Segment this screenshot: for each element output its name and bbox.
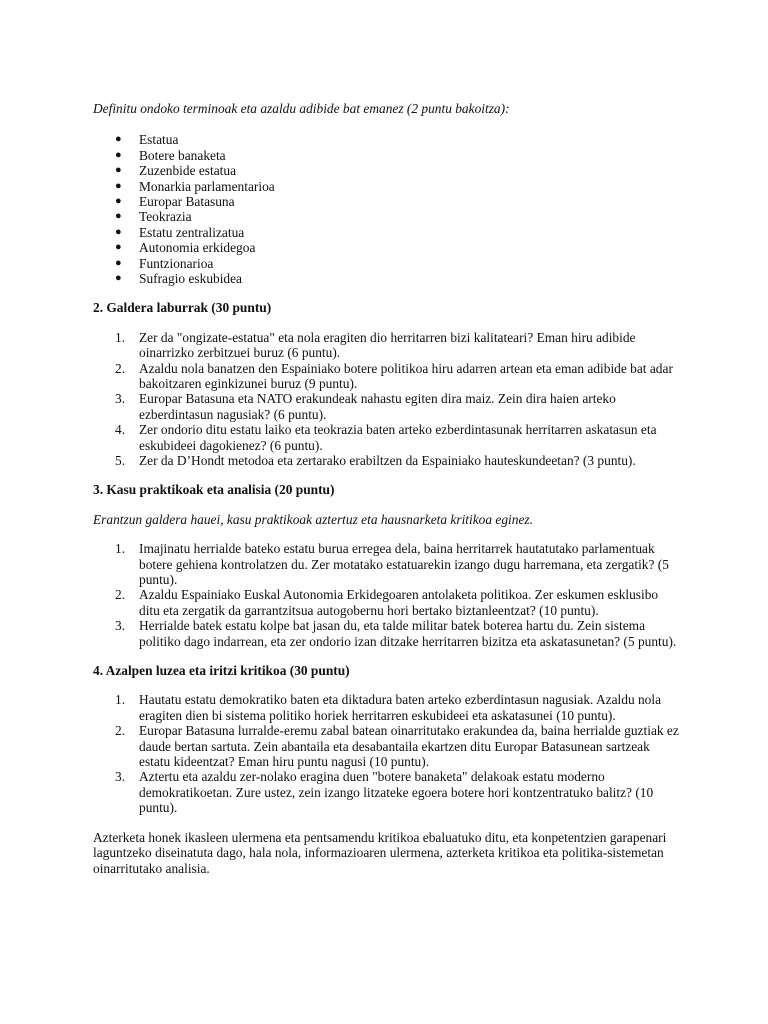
closing-paragraph: Azterketa honek ikasleen ulermena eta pentsamendu kritikoa ebaluatuko ditu, eta konpetentzien garapenari laguntzeko diseinatuta dago, hala nola, informazioaren ulermena, azterketa kritikoa eta politika-sistemetan oinarritutako analisia. xyxy=(93,829,667,876)
bullet-icon: ● xyxy=(115,179,122,192)
term-text: Botere banaketa xyxy=(139,147,226,163)
term-item xyxy=(93,225,679,240)
question-text: Zer da "ongizate-estatua" eta nola eragiten dio herritarren bizi kalitateari? Eman hiru adibide oinarrizko zerbitzuei buruz (6 puntu). xyxy=(139,329,636,361)
term-text: Sufragio eskubidea xyxy=(139,270,243,286)
question-item xyxy=(93,330,679,361)
term-item xyxy=(93,209,679,224)
term-text: Teokrazia xyxy=(139,209,192,225)
bullet-icon: ● xyxy=(115,164,122,177)
question-item xyxy=(93,541,679,587)
question-number: 1. xyxy=(115,692,126,708)
question-text: Azaldu Espainiako Euskal Autonomia Erkidegoaren antolaketa politikoa. Zer eskumen esklusibo ditu eta zergatik da garrantzitsua autogobernu hori bertako biztanleentzat? (10 puntu). xyxy=(139,587,659,618)
term-item xyxy=(93,132,679,147)
question-text: Europar Batasuna eta NATO erakundeak nahastu egiten dira maiz. Zein dira haien arteko ezberdintasun nagusiak? (6 puntu). xyxy=(139,391,616,422)
question-text: Zer ondorio ditu estatu laiko eta teokrazia baten arteko ezberdintasunak herritarren askatasun eta eskubideei dagokienez? (6 puntu). xyxy=(139,422,657,453)
bullet-icon: ● xyxy=(115,210,122,223)
term-text: Monarkia parlamentarioa xyxy=(139,178,275,194)
question-item xyxy=(93,723,679,769)
question-text: Aztertu eta azaldu zer-nolako eragina duen "botere banaketa" delakoak estatu moderno demokratikoetan. Zure ustez, zein izango litzateke egoera botere hori kontzentratuko balitz? (10 puntu). xyxy=(139,769,654,816)
bullet-icon: ● xyxy=(115,256,122,269)
bullet-icon: ● xyxy=(115,148,122,161)
section-3-instruction: Erantzun galdera hauei, kasu praktikoak aztertuz eta hausnarketa kritikoa eginez. xyxy=(93,511,533,527)
term-item xyxy=(93,271,679,286)
bullet-icon: ● xyxy=(115,225,122,238)
bullet-icon: ● xyxy=(115,271,122,284)
term-item xyxy=(93,240,679,255)
question-text: Europar Batasuna lurralde-eremu zabal batean oinarritutako erakundea da, baina herrialde guztiak ez daude bertan sartuta. Zein abantaila eta desabantaila ekartzen ditu Europar Batasunean sartzeak estatu kideentzat? Eman hiru puntu nagusi (10 puntu). xyxy=(139,723,679,770)
exam-document xyxy=(93,101,679,876)
question-number: 2. xyxy=(115,360,126,376)
term-item xyxy=(93,148,679,163)
question-item xyxy=(93,769,679,815)
question-item xyxy=(93,361,679,392)
question-item xyxy=(93,391,679,422)
definitions-instruction: Definitu ondoko terminoak eta azaldu adibide bat emanez (2 puntu bakoitza): xyxy=(93,101,510,116)
question-number: 3. xyxy=(115,618,126,634)
question-number: 5. xyxy=(115,452,126,468)
term-item xyxy=(93,194,679,209)
question-item xyxy=(93,618,679,649)
bullet-icon: ● xyxy=(115,241,122,254)
bullet-icon: ● xyxy=(115,133,122,146)
term-text: Europar Batasuna xyxy=(139,193,235,209)
terms-list xyxy=(93,132,679,286)
section-4-heading: 4. Azalpen luzea eta iritzi kritikoa (30 puntu) xyxy=(93,663,350,679)
question-item xyxy=(93,587,679,618)
question-number: 2. xyxy=(115,587,126,603)
bullet-icon: ● xyxy=(115,194,122,207)
section-3-questions xyxy=(93,541,679,649)
term-item xyxy=(93,179,679,194)
question-item xyxy=(93,422,679,453)
question-item xyxy=(93,692,679,723)
question-text: Azaldu nola banatzen den Espainiako botere politikoa hiru adarren artean eta eman adibide bat adar bakoitzaren eginkizunei buruz (9 puntu). xyxy=(139,360,673,391)
question-text: Zer da D’Hondt metodoa eta zertarako erabiltzen da Espainiako hauteskundeetan? (3 puntu). xyxy=(139,452,636,468)
section-2-questions xyxy=(93,330,679,469)
term-text: Zuzenbide estatua xyxy=(139,163,237,179)
question-item xyxy=(93,453,679,468)
term-item xyxy=(93,163,679,178)
question-number: 3. xyxy=(115,769,126,785)
section-2-heading: 2. Galdera laburrak (30 puntu) xyxy=(93,300,272,316)
question-text: Hautatu estatu demokratiko baten eta diktadura baten arteko ezberdintasun nagusiak. Azaldu nola eragiten dien bi sistema politiko horiek herritarren eskubideei eta askatasunei (10 puntu). xyxy=(139,692,662,723)
question-number: 3. xyxy=(115,391,126,407)
section-3-heading: 3. Kasu praktikoak eta analisia (20 puntu) xyxy=(93,482,335,498)
term-text: Estatua xyxy=(139,132,179,148)
term-text: Estatu zentralizatua xyxy=(139,224,245,240)
term-text: Funtzionarioa xyxy=(139,255,214,271)
question-text: Imajinatu herrialde bateko estatu burua erregea dela, baina herritarrek hautatutako parlamentuak botere gehiena kontrolatzen du. Zer motatako estatuarekin izango dugu harremana, eta zergatik? (5 puntu). xyxy=(139,541,669,587)
question-number: 1. xyxy=(115,329,126,345)
section-4-questions xyxy=(93,692,679,815)
question-number: 2. xyxy=(115,723,126,739)
term-item xyxy=(93,256,679,271)
question-number: 1. xyxy=(115,541,126,557)
question-number: 4. xyxy=(115,422,126,438)
term-text: Autonomia erkidegoa xyxy=(139,240,256,256)
question-text: Herrialde batek estatu kolpe bat jasan du, eta talde militar batek boterea hartu du. Zein sistema politiko dago indarrean, eta zer ondorio izan ditzake herritarren bizitza eta askatasunetan? (5 puntu). xyxy=(139,618,677,649)
